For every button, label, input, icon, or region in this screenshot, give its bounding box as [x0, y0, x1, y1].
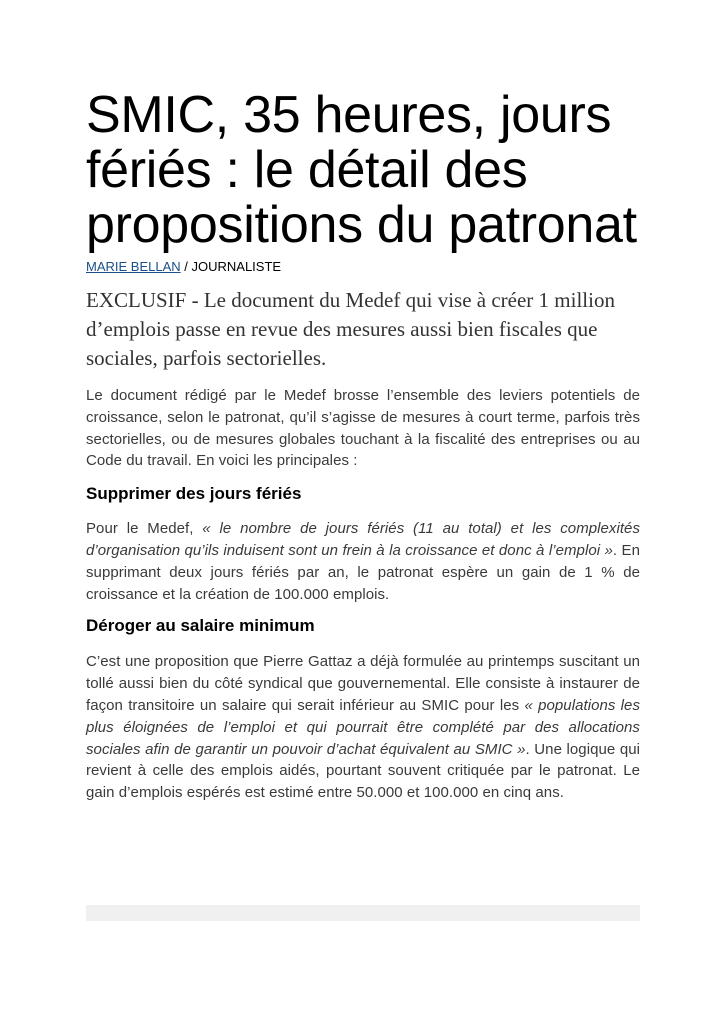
byline: [86, 259, 640, 275]
section-paragraph-salaire-minimum: [86, 651, 640, 804]
byline-separator: /: [180, 259, 192, 274]
author-role: JOURNALISTE: [191, 259, 282, 274]
author-link[interactable]: MARIE BELLAN: [86, 259, 181, 274]
article-lead: EXCLUSIF - Le document du Medef qui vise à créer 1 million d’emplois passe en revue des mesures aussi bien fiscales que sociales, parfois sectorielles.: [86, 288, 615, 370]
paragraph-text: C’est une proposition que Pierre Gattaz a déjà formulée au printemps suscitant un tollé aussi bien du côté syndical que gouvernemental. Elle consiste à instaurer de façon transitoire un salaire qui serait inférieur au SMIC pour les: [86, 653, 640, 714]
article-title: SMIC, 35 heures, jours fériés : le détail des propositions du patronat: [86, 86, 637, 254]
section-heading-jours-feries: Supprimer des jours fériés: [86, 484, 302, 504]
section-paragraph-jours-feries: [86, 518, 640, 605]
content-placeholder-bar: [86, 905, 640, 921]
article: [86, 88, 640, 804]
paragraph-text: Pour le Medef,: [86, 520, 203, 538]
intro-paragraph: Le document rédigé par le Medef brosse l’ensemble des leviers potentiels de croissance, selon le patronat, qu’il s’agisse de mesures à court terme, parfois très sectorielles, ou de mesures globales touchant à la fiscalité des entreprises ou au Code du travail. En voici les principales :: [86, 387, 640, 470]
paragraph-text: . En supprimant deux jours fériés par an, le patronat espère un gain de 1 % de croissance et la création de 100.000 emplois.: [86, 541, 640, 603]
paragraph-text: . Une logique qui revient à celle des emplois aidés, pourtant souvent critiquée par le patronat. Le gain d’emplois espérés est estimé entre 50.000 et 100.000 en cinq ans.: [86, 740, 640, 802]
section-heading-salaire-minimum: Déroger au salaire minimum: [86, 616, 315, 636]
quotation: « le nombre de jours fériés (11 au total) et les complexités d’organisation qu’ils induisent sont un frein à la croissance et donc à l’emploi »: [86, 520, 640, 559]
quotation: « populations les plus éloignées de l’emploi et qui pourrait être complété par des allocations sociales afin de garantir un pouvoir d’achat équivalent au SMIC »: [86, 696, 641, 758]
